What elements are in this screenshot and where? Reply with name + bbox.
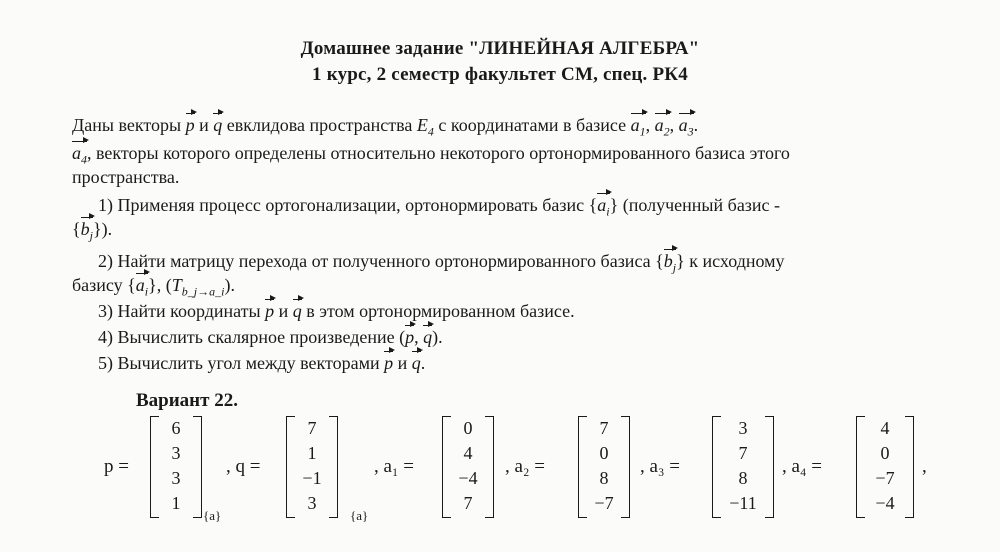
a3-matrix bbox=[712, 412, 774, 520]
q-matrix bbox=[286, 412, 338, 520]
q-label: , q = bbox=[226, 456, 261, 477]
a4-label: , a₄ = bbox=[782, 456, 823, 477]
vector-ai: $a_i$ bbox=[136, 272, 148, 305]
q-basis-subscript: {a} bbox=[350, 508, 369, 523]
intro-line-3: пространства. bbox=[72, 167, 180, 187]
document-subtitle: 1 курс, 2 семестр факультет СМ, спец. РК4 bbox=[312, 64, 688, 85]
vector-a4: $a_4$ bbox=[72, 140, 87, 173]
p-label: p = bbox=[104, 456, 129, 477]
intro-text: , векторы которого определены относительно некоторого ортонормированного базиса этого bbox=[87, 143, 790, 163]
a4-values: 4 0 −7 −4 bbox=[875, 418, 895, 513]
vector-ai: $a_i$ bbox=[597, 192, 609, 225]
vector-q: q bbox=[293, 298, 302, 324]
vector-p: p bbox=[384, 350, 393, 376]
intro-text: Даны векторы bbox=[72, 115, 182, 135]
a3-values: 3 7 8 −11 bbox=[729, 418, 757, 513]
document-title: Домашнее задание "ЛИНЕЙНАЯ АЛГЕБРА" bbox=[300, 38, 700, 59]
vector-definitions bbox=[0, 412, 1000, 532]
q-values: 7 1 −1 3 bbox=[302, 418, 322, 513]
variant-heading: Вариант 22. bbox=[136, 390, 238, 411]
task-5: 5) Вычислить угол между векторами p и q. bbox=[98, 350, 425, 376]
intro-line-1: Даны векторы p и q евклидова пространства $E_4$ с координатами в базисе $a_1$, $a_2$, $a_3$. bbox=[72, 112, 698, 145]
vector-p: p bbox=[186, 112, 195, 138]
p-values: 6 3 3 1 bbox=[171, 418, 181, 513]
task-3: 3) Найти координаты p и q в этом ортонормированном базисе. bbox=[98, 298, 575, 324]
space-symbol: $E_4$ bbox=[416, 115, 434, 139]
vector-p: p bbox=[405, 324, 414, 350]
conj-text: и bbox=[199, 115, 209, 135]
a1-values: 0 4 −4 7 bbox=[458, 418, 478, 513]
task-1-line-2: $\{b_j\}$). bbox=[72, 216, 112, 249]
vector-a1: $a_1$ bbox=[631, 112, 646, 145]
vector-bj: $b_j$ bbox=[81, 216, 93, 249]
a2-label: , a₂ = bbox=[505, 456, 546, 477]
a1-matrix bbox=[442, 412, 494, 520]
vector-q: q bbox=[213, 112, 222, 138]
task-4: 4) Вычислить скалярное произведение (p, q). bbox=[98, 324, 443, 350]
a2-matrix bbox=[578, 412, 630, 520]
intro-text: с координатами в базисе bbox=[438, 115, 627, 135]
p-matrix bbox=[150, 412, 202, 520]
vector-a3: $a_3$ bbox=[679, 112, 694, 145]
intro-text: евклидова пространства bbox=[226, 115, 413, 135]
task-2-line-2: базису $\{a_i\}$, $(T_{b\_j\to a\_i})$. bbox=[72, 272, 235, 305]
vector-q: q bbox=[423, 324, 432, 350]
task-1-line-1: 1) Применяя процесс ортогонализации, ортонормировать базис $\{a_i\}$ (полученный базис - bbox=[98, 192, 780, 225]
p-basis-subscript: {a} bbox=[203, 508, 222, 523]
a1-label: , a₁ = bbox=[374, 456, 415, 477]
vector-p: p bbox=[265, 298, 274, 324]
trailing-comma: , bbox=[922, 456, 927, 477]
a4-matrix bbox=[856, 412, 914, 520]
vector-q: q bbox=[412, 350, 421, 376]
a2-values: 7 0 8 −7 bbox=[594, 418, 614, 513]
task-2-line-1: 2) Найти матрицу перехода от полученного ортонормированного базиса $\{b_j\}$ к исходному bbox=[98, 248, 785, 281]
intro-line-2 bbox=[72, 140, 790, 173]
vector-a2: $a_2$ bbox=[655, 112, 670, 145]
transition-matrix-symbol: $T_{b\_j\to a\_i}$ bbox=[171, 275, 225, 299]
a3-label: , a₃ = bbox=[640, 456, 681, 477]
vector-bj: $b_j$ bbox=[664, 248, 676, 281]
